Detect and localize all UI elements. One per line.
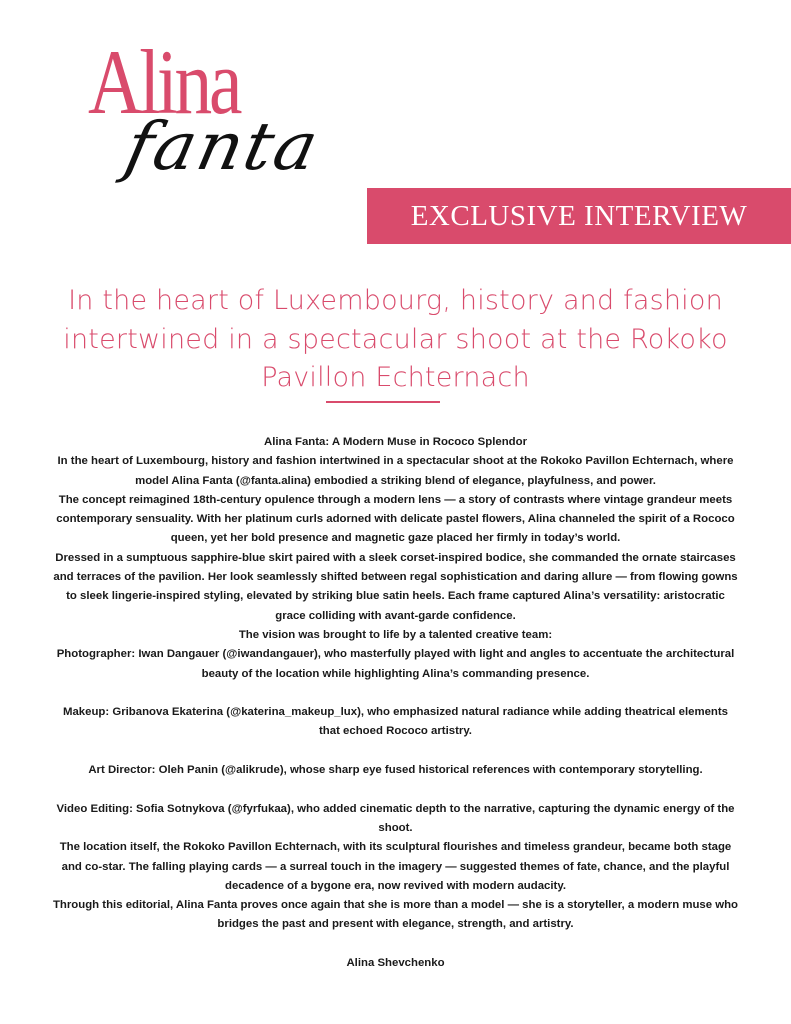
author-signature: Alina Shevchenko	[346, 957, 445, 970]
credit-art-director: Art Director: Oleh Panin (@alikrude), whose sharp eye fused historical references with contemporary storytelling.	[88, 764, 703, 777]
banner-label: EXCLUSIVE INTERVIEW	[410, 199, 748, 232]
credit-makeup: Makeup: Gribanova Ekaterina (@katerina_makeup_lux), who emphasized natural radiance while adding theatrical elements that echoed Rococo artistry.	[62, 706, 728, 738]
article-paragraph: The vision was brought to life by a talented creative team:	[238, 628, 553, 641]
article-paragraph: The location itself, the Rokoko Pavillon Echternach, with its sculptural flourishes and timeless grandeur, became both stage and co-star. The falling playing cards — a surreal touch in the imagery — suggested themes of fate, chance, and the playful decadence of a bygone era, now revived with modern audacity.	[59, 841, 732, 892]
paragraph-spacer	[52, 742, 739, 761]
article-paragraph: Dressed in a sumptuous sapphire-blue skirt paired with a sleek corset-inspired bodice, she commanded the ornate staircases and terraces of the pavilion. Her look seamlessly shifted between regal sophistication and daring allure — from flowing gowns to sleek lingerie-inspired styling, elevated by striking blue satin heels. Each frame captured Alina’s versatility: aristocratic grace colliding with avant-garde confidence.	[53, 551, 738, 622]
headline-underline	[326, 401, 440, 403]
logo-first-name: Alina	[88, 31, 240, 133]
brand-logo	[88, 31, 348, 196]
article-paragraph: Through this editorial, Alina Fanta proves once again that she is more than a model — she is a storyteller, a modern muse who bridges the past and present with elegance, strength, and artistry.	[52, 899, 739, 931]
credit-photographer: Photographer: Iwan Dangauer (@iwandangauer), who masterfully played with light and angles to accentuate the architectural beauty of the location while highlighting Alina’s commanding presence.	[56, 648, 735, 680]
headline: In the heart of Luxembourg, history and fashion intertwined in a spectacular shoot at the Rokoko Pavillon Echternach	[63, 285, 728, 393]
article-body	[52, 433, 739, 973]
credit-video-editing: Video Editing: Sofia Sotnykova (@fyrfukaa), who added cinematic depth to the narrative, capturing the dynamic energy of the shoot.	[56, 802, 735, 834]
article-paragraph: In the heart of Luxembourg, history and fashion intertwined in a spectacular shoot at the Rokoko Pavillon Echternach, where model Alina Fanta (@fanta.alina) embodied a striking blend of elegance, playfulness, and power.	[57, 455, 734, 487]
paragraph-spacer	[52, 780, 739, 799]
article-title: Alina Fanta: A Modern Muse in Rococo Splendor	[263, 436, 528, 448]
article-paragraph: The concept reimagined 18th-century opulence through a modern lens — a story of contrasts where vintage grandeur meets contemporary sensuality. With her platinum curls adorned with delicate pastel flowers, Alina channeled the spirit of a Rococo queen, yet her bold presence and magnetic gaze placed her firmly in today’s world.	[56, 493, 735, 545]
section-banner	[367, 188, 791, 244]
paragraph-spacer	[52, 684, 739, 703]
logo-last-name: fanta	[118, 108, 327, 185]
